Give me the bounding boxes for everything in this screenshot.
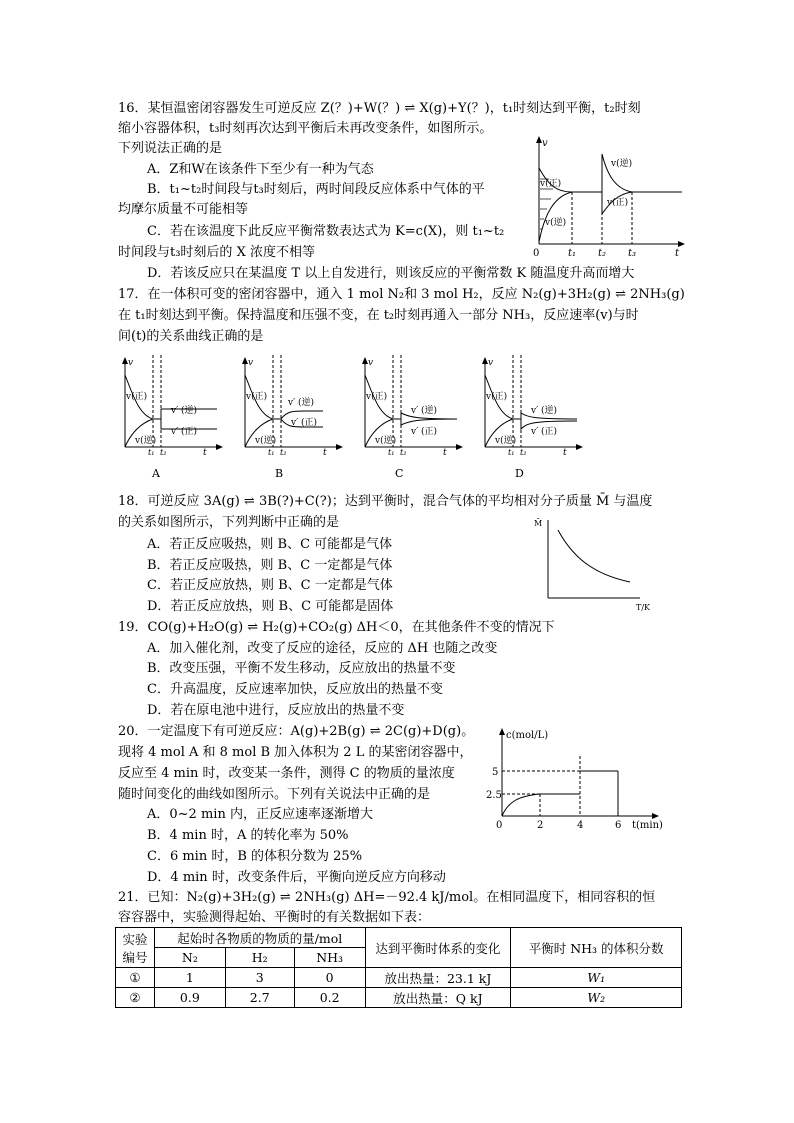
q21-row1-id: ① [116,968,155,988]
q21-row2-n2: 0.9 [154,988,225,1008]
q17-c-fwd2: v′ (逆) [411,406,438,416]
q17-stem-line2: 在 t₁时刻达到平衡。保持温度和压强不变，在 t₂时刻再通入一部分 NH₃，反应速率(v)与时 [118,308,639,323]
q17-c-t2: t₂ [400,448,407,455]
q16-tick-t: t [675,248,680,259]
q18-option-b: B．若正反应吸热，则 B、C 一定都是气体 [147,558,393,573]
q16-tick-t3: t₃ [628,248,637,259]
q17-graph-d-label: D [515,467,524,480]
q17-graphs [115,355,585,455]
q17-c-t: t [443,448,447,455]
table-row [116,968,682,988]
q17-b-fwd2: v′ (逆) [288,398,315,408]
q21-row1-fraction: W₁ [511,968,682,988]
q20-tick-0: 0 [496,820,503,831]
q17-a-t1: t₁ [148,448,155,455]
q17-d-rev: v(逆) [495,436,517,446]
q21-row2-id: ② [116,988,155,1008]
q16-tick-origin: 0 [533,248,540,259]
q16-tick-t1: t₁ [568,248,577,259]
q20-tick-2: 2 [537,820,544,831]
q17-d-fwd: v(正) [486,392,508,402]
q17-a-t2: t₂ [160,448,167,455]
q17-graph-b-label: B [275,467,284,480]
q21-row2-nh3: 0.2 [294,988,365,1008]
q21-row2-h2: 2.7 [225,988,294,1008]
q21-header-change: 达到平衡时体系的变化 [365,928,511,968]
q16-tick-t2: t₂ [598,248,607,259]
q18-x-label: T/K [636,603,651,612]
q17-graph-b [242,355,343,455]
q18-option-a: A．若正反应吸热，则 B、C 可能都是气体 [147,537,393,552]
q17-a-rev: v(逆) [135,436,157,446]
q17-graph-c-label: C [395,467,404,480]
q20-option-b: B．4 min 时，A 的转化率为 50% [147,828,349,843]
q20-stem-line3: 反应至 4 min 时，改变某一条件，测得 C 的物质的量浓度 [118,766,455,781]
q18-graph [532,516,657,614]
table-row [116,988,682,1008]
q21-header-exp-line2: 编号 [122,949,148,965]
q17-d-fwd2: v′ (逆) [531,406,558,416]
q21-row2-fraction: W₂ [511,988,682,1008]
q19-option-c: C．升高温度，反应速率加快，反应放出的热量不变 [147,682,443,697]
q17-c-fwd: v(正) [366,392,388,402]
q17-c-rev: v(逆) [375,436,397,446]
q17-b-t: t [323,448,327,455]
q21-header-nh3: NH₃ [294,948,365,968]
q21-stem-line2: 容容器中，实验测得起始、平衡时的有关数据如下表： [118,910,431,925]
q16-reverse-label-2: v(逆) [611,159,633,169]
q20-option-a: A．0~2 min 内，正反应速率逐渐增大 [147,807,373,822]
q21-stem-line1: 21．已知：N₂(g)+3H₂(g) ⇌ 2NH₃(g) ΔH=－92.4 kJ/mol。在相同温度下，相同容积的恒 [118,890,656,905]
q17-graph-a-label: A [152,467,160,480]
q17-b-rev2: v′ (正) [291,418,318,428]
q17-d-t: t [563,448,567,455]
q17-c-y: v [368,358,374,368]
q16-option-a: A．Z和W在该条件下至少有一种为气态 [147,162,374,177]
q17-b-rev: v(逆) [255,436,277,446]
q17-c-rev2: v′ (正) [411,427,438,437]
q20-stem-line1: 20．一定温度下有可逆反应：A(g)+2B(g) ⇌ 2C(g)+D(g)。 [118,724,475,739]
q20-tick-6: 6 [615,820,622,831]
q19-option-d: D．若在原电池中进行，反应放出的热量不变 [147,703,405,718]
q20-tick-2-5: 2.5 [486,790,502,801]
q17-graph-c [362,355,463,455]
q20-x-label: t(min) [632,820,663,831]
q21-header-exp-line1: 实验 [122,931,148,947]
q20-tick-4: 4 [577,820,584,831]
q19-stem: 19．CO(g)+H₂O(g) ⇌ H₂(g)+CO₂(g) ΔH＜0，在其他条件不变的情况下 [118,620,555,635]
q20-option-c: C．6 min 时，B 的体积分数为 25% [147,849,363,864]
q16-reverse-label: v(逆) [545,218,567,228]
q17-graph-d [482,355,583,455]
q17-a-t: t [203,448,207,455]
q16-y-axis-label: v [542,138,548,149]
q16-stem-line1: 16．某恒温密闭容器发生可逆反应 Z(？)+W(？) ⇌ X(g)+Y(？)，t₁时刻达到平衡，t₂时刻 [118,101,641,116]
q20-tick-5: 5 [492,767,499,778]
q20-y-label: c(mol/L) [506,730,549,741]
q16-option-b-line2: 均摩尔质量不可能相等 [118,202,249,217]
q17-b-t2: t₂ [280,448,287,455]
q18-option-d: D．若正反应放热，则 B、C 可能都是固体 [147,599,394,614]
q20-graph [484,726,669,834]
q21-header-fraction: 平衡时 NH₃ 的体积分数 [511,928,682,968]
q21-row1-change: 放出热量：23.1 kJ [365,968,511,988]
q18-option-c: C．若正反应放热，则 B、C 一定都是气体 [147,578,393,593]
q18-stem-line2: 的关系如图所示，下列判断中正确的是 [118,515,340,530]
q21-header-start: 起始时各物质的物质的量/mol [154,928,365,948]
q21-header-exp [116,928,155,968]
q16-stem-line2: 缩小容器体积，t₃时刻再次达到平衡后未再改变条件，如图所示。 [118,121,493,136]
q17-b-y: v [248,358,254,368]
q17-d-y: v [488,358,494,368]
q16-forward-label-2: v(正) [607,198,629,208]
q16-option-b-line1: B．t₁~t₂时间段与t₃时刻后，两时间段反应体系中气体的平 [147,182,485,197]
q17-c-t1: t₁ [388,448,395,455]
q21-header-h2: H₂ [225,948,294,968]
q16-rate-graph [527,134,687,260]
q17-b-t1: t₁ [268,448,275,455]
q20-stem-line2: 现将 4 mol A 和 8 mol B 加入体积为 2 L 的某密闭容器中， [118,745,473,760]
q16-option-d: D．若该反应只在某温度 T 以上自发进行，则该反应的平衡常数 K 随温度升高而增大 [147,266,635,281]
q21-row1-h2: 3 [225,968,294,988]
q21-data-table [115,927,682,1008]
q17-a-y: v [128,358,134,368]
q21-header-n2: N₂ [154,948,225,968]
q20-stem-line4: 随时间变化的曲线如图所示。下列有关说法中正确的是 [118,787,431,802]
q21-row2-change: 放出热量：Q kJ [365,988,511,1008]
q19-option-b: B．改变压强，平衡不发生移动，反应放出的热量不变 [147,661,456,676]
q21-row1-nh3: 0 [294,968,365,988]
q16-stem-line3: 下列说法正确的是 [118,141,223,156]
q16-option-c-line1: C．若在该温度下此反应平衡常数表达式为 K=c(X)，则 t₁~t₂ [147,224,505,239]
q16-option-c-line2: 时间段与t₃时刻后的 X 浓度不相等 [118,245,315,260]
q17-stem-line3: 间(t)的关系曲线正确的是 [118,329,264,344]
q17-d-t2: t₂ [520,448,527,455]
q17-graph-a [122,355,223,455]
q16-forward-label: v(正) [540,179,562,189]
q17-d-rev2: v′ (正) [531,427,558,437]
q19-option-a: A．加入催化剂，改变了反应的途径，反应的 ΔH 也随之改变 [147,641,498,656]
q17-a-rev2: v′ (正) [171,427,198,437]
q17-a-fwd: v(正) [126,392,148,402]
q17-stem-line1: 17．在一体积可变的密闭容器中，通入 1 mol N₂和 3 mol H₂，反应 N₂(g)+3H₂(g) ⇌ 2NH₃(g) [118,287,685,302]
q20-option-d: D．4 min 时，改变条件后，平衡向逆反应方向移动 [147,870,446,885]
q21-row1-n2: 1 [154,968,225,988]
q17-d-t1: t₁ [508,448,515,455]
q17-b-fwd: v(正) [246,392,268,402]
q17-a-fwd2: v′ (逆) [171,406,198,416]
q18-stem-line1: 18．可逆反应 3A(g) ⇌ 3B(?)+C(?)；达到平衡时，混合气体的平均相对分子质量 M̄ 与温度 [118,494,653,509]
q18-y-label: M̄ [534,519,543,528]
